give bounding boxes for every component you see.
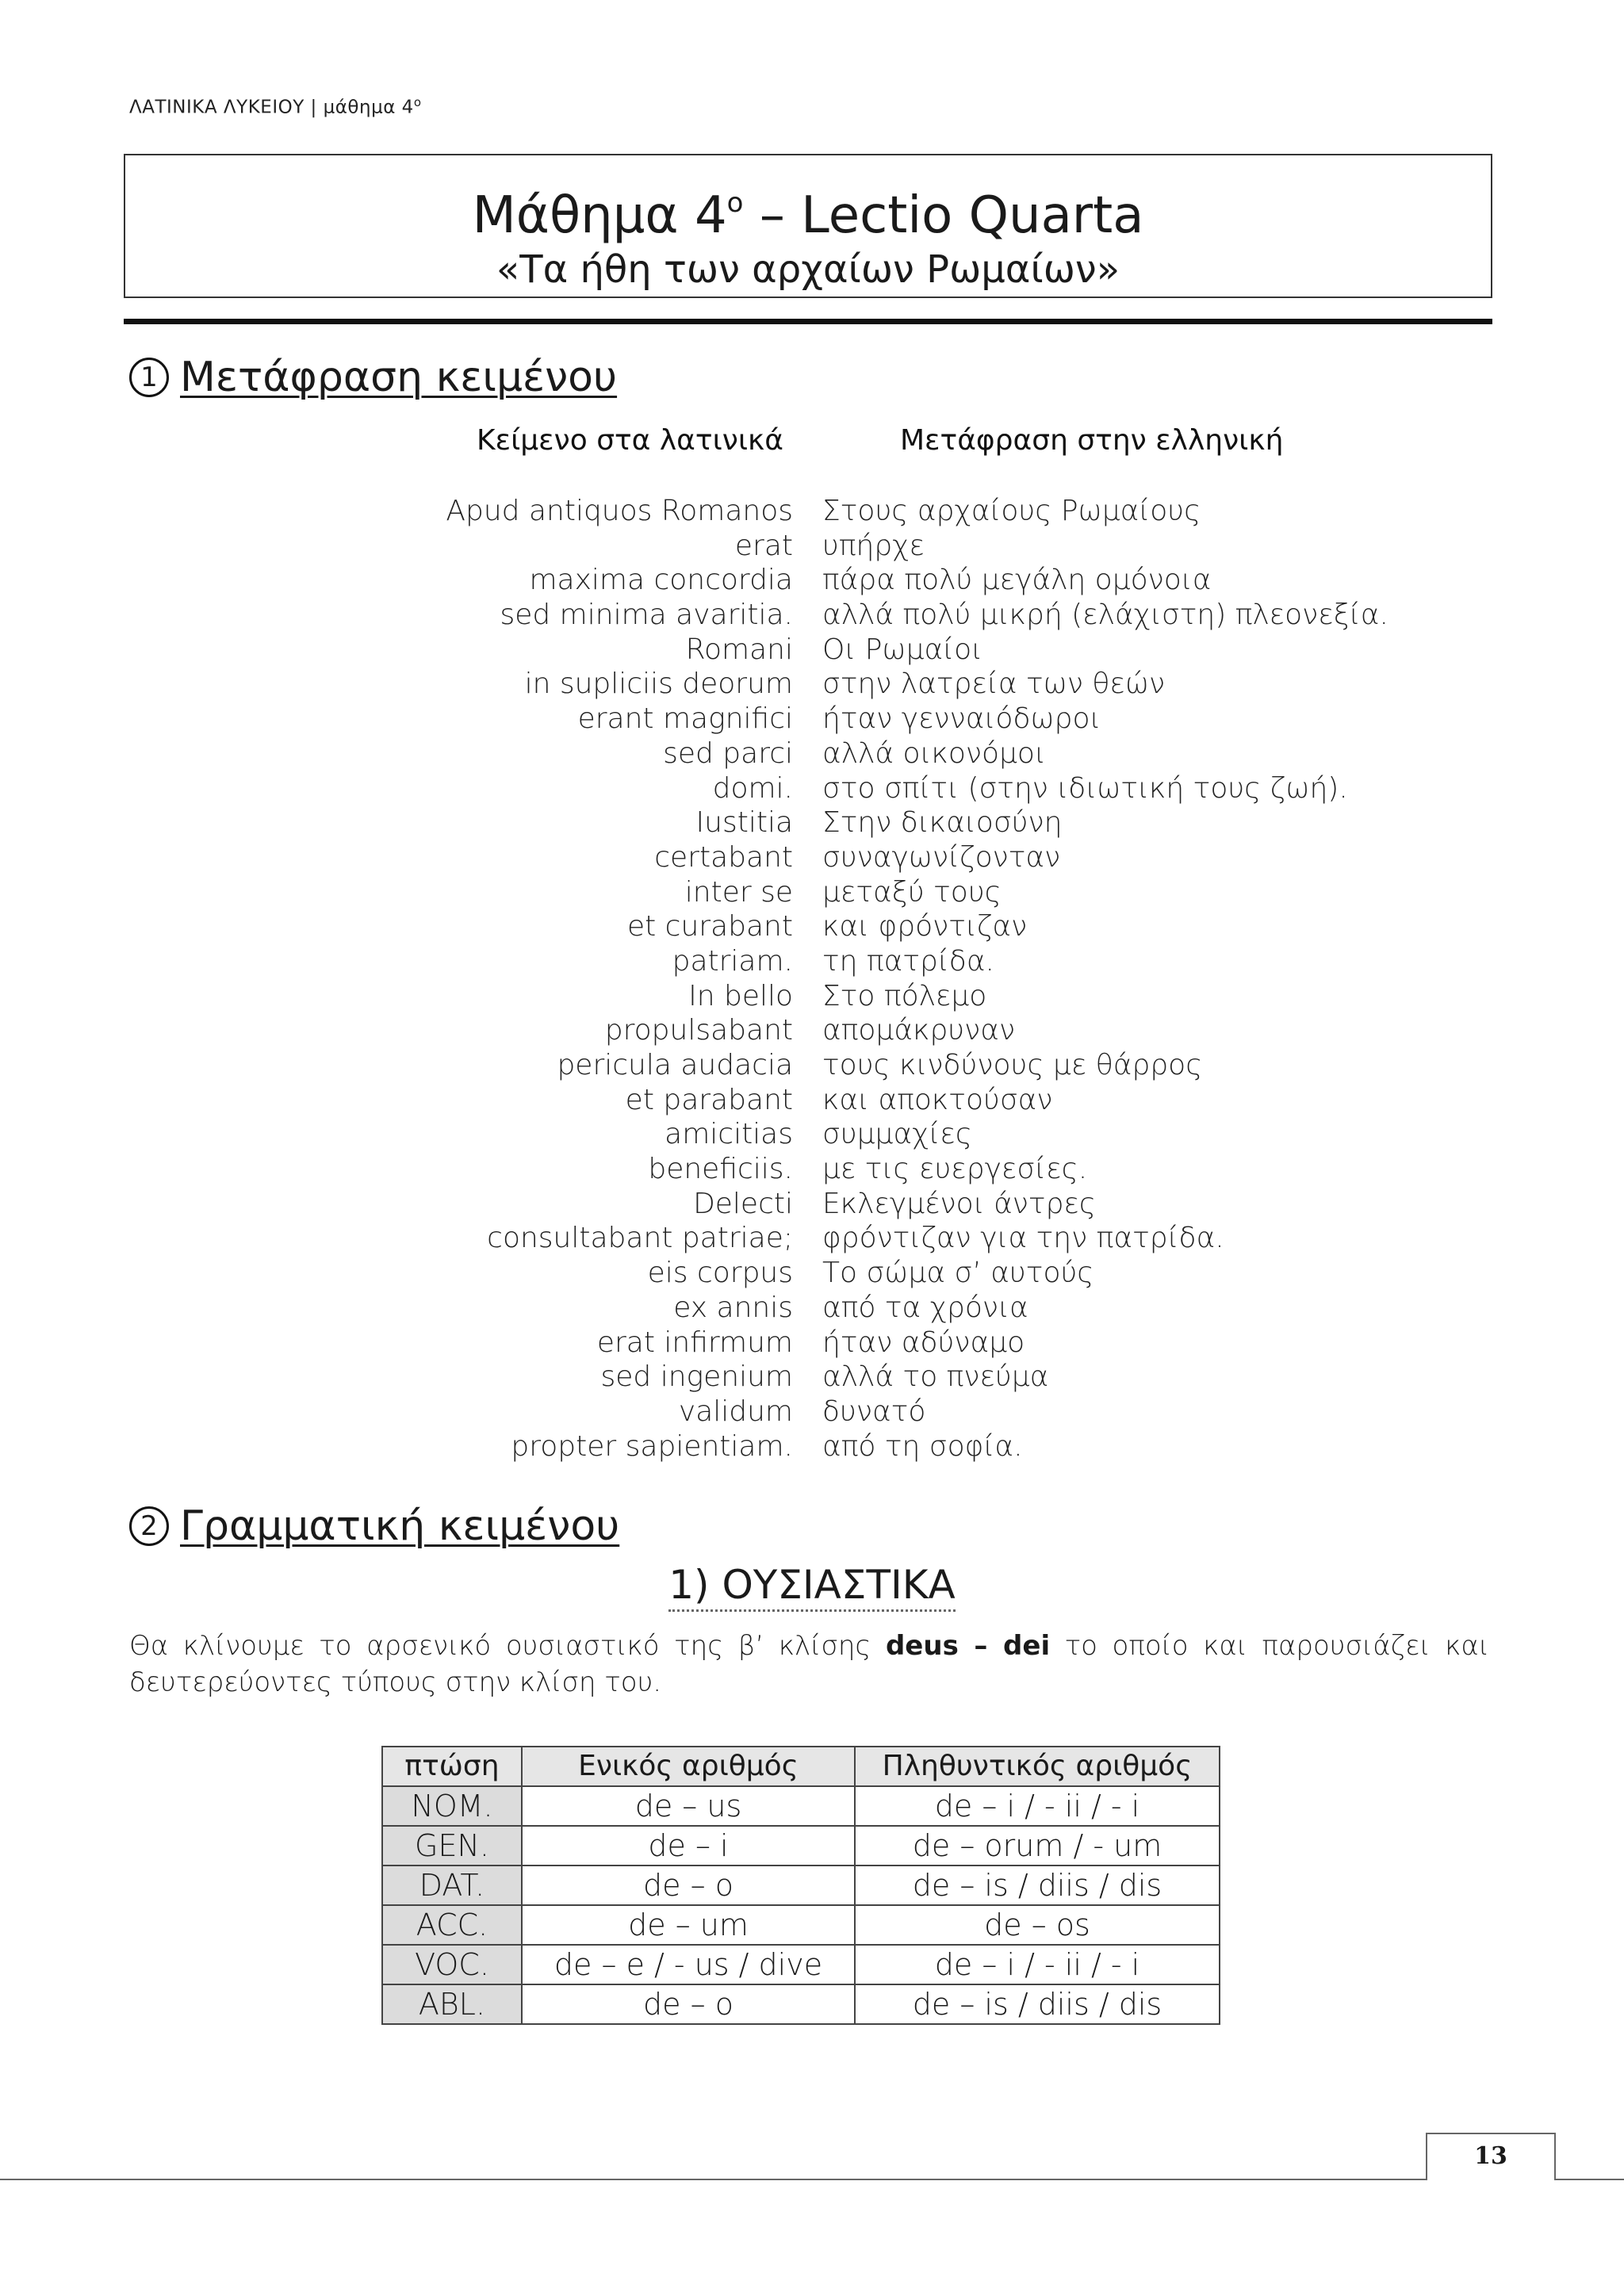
latin-phrase: inter se	[684, 875, 793, 909]
greek-translation: Στους αρχαίους Ρωμαίους	[822, 495, 1201, 527]
greek-translation: Στο πόλεμο	[822, 979, 987, 1012]
latin-phrase: sed parci	[663, 737, 793, 770]
latin-phrase: validum	[678, 1395, 793, 1428]
greek-translation: Οι Ρωμαίοι	[822, 633, 983, 666]
title-rule	[124, 319, 1492, 324]
para-text-before: Θα κλίνουμε το αρσενικό ουσιαστικό της β’ κλίσης	[129, 1630, 886, 1662]
subheading-nouns	[0, 1562, 1624, 1608]
list-item	[0, 1187, 1624, 1222]
latin-phrase: eis corpus	[647, 1257, 793, 1290]
section-number-2: 2	[129, 1506, 169, 1546]
header-case: πτώση	[382, 1747, 522, 1786]
case-cell: DAT.	[382, 1866, 522, 1905]
running-head-text: ΛΑΤΙΝΙΚΑ ΛΥΚΕΙΟΥ | μάθημα 4	[129, 97, 414, 118]
title-sup: ο	[726, 187, 744, 219]
running-head	[129, 95, 422, 118]
table-row	[382, 1786, 1220, 1826]
list-item	[0, 1429, 1624, 1464]
header-singular: Ενικός αριθμός	[522, 1747, 855, 1786]
case-cell: GEN.	[382, 1826, 522, 1866]
list-item	[0, 737, 1624, 771]
greek-translation: υπήρχε	[822, 529, 925, 562]
latin-phrase: et parabant	[625, 1083, 793, 1116]
plural-cell: de – orum / - um	[855, 1826, 1220, 1866]
plural-cell: de – is / diis / dis	[855, 1866, 1220, 1905]
list-item	[0, 702, 1624, 737]
case-cell: VOC.	[382, 1945, 522, 1984]
greek-translation: από τη σοφία.	[822, 1429, 1023, 1463]
list-item	[0, 633, 1624, 668]
greek-translation: ήταν γενναιόδωροι	[822, 702, 1101, 736]
table-row	[382, 1905, 1220, 1945]
greek-translation: Στην δικαιοσύνη	[822, 806, 1063, 840]
greek-translation: φρόντιζαν για την πατρίδα.	[822, 1222, 1224, 1255]
section-heading-translation	[129, 352, 617, 403]
plural-cell: de – i / - ii / - i	[855, 1945, 1220, 1984]
list-item	[0, 1360, 1624, 1395]
title-suffix: – Lectio Quarta	[743, 186, 1144, 245]
table-row	[382, 1826, 1220, 1866]
table-row	[382, 1866, 1220, 1905]
greek-translation: από τα χρόνια	[822, 1291, 1028, 1324]
latin-phrase: sed minima avaritia.	[500, 599, 793, 632]
greek-translation: δυνατό	[822, 1395, 926, 1428]
greek-translation: τους κινδύνους με θάρρος	[822, 1049, 1203, 1081]
greek-translation: και φρόντιζαν	[822, 910, 1028, 943]
list-item	[0, 494, 1624, 529]
para-bold-noun: deus – dei	[885, 1630, 1051, 1662]
list-item	[0, 1395, 1624, 1429]
list-item	[0, 1048, 1624, 1083]
latin-phrase: certabant	[654, 840, 793, 874]
singular-cell: de – o	[522, 1866, 855, 1905]
list-item	[0, 1152, 1624, 1187]
list-item	[0, 1083, 1624, 1118]
list-item	[0, 563, 1624, 598]
greek-translation: στην λατρεία των θεών	[822, 668, 1166, 701]
latin-phrase: patriam.	[672, 944, 793, 978]
list-item	[0, 529, 1624, 564]
latin-phrase: Iustitia	[695, 806, 793, 840]
singular-cell: de – i	[522, 1826, 855, 1866]
greek-translation: αλλά οικονόμοι	[822, 737, 1046, 770]
latin-phrase: ex annis	[673, 1291, 793, 1324]
section-number-1: 1	[129, 358, 169, 397]
plural-cell: de – is / diis / dis	[855, 1984, 1220, 2024]
latin-phrase: sed ingenium	[600, 1360, 793, 1394]
footer-rule	[0, 2179, 1624, 2180]
list-item	[0, 1117, 1624, 1152]
latin-phrase: in supliciis deorum	[524, 668, 793, 701]
table-row	[382, 1945, 1220, 1984]
greek-translation: τη πατρίδα.	[822, 944, 995, 978]
greek-translation: Το σώμα σ’ αυτούς	[822, 1257, 1094, 1290]
list-item	[0, 840, 1624, 875]
greek-translation: απομάκρυναν	[822, 1014, 1016, 1047]
list-item	[0, 1326, 1624, 1360]
greek-translation: αλλά το πνεύμα	[822, 1360, 1049, 1394]
case-cell: ABL.	[382, 1984, 522, 2024]
latin-phrase: propter sapientiam.	[511, 1429, 793, 1463]
running-head-sup: ο	[413, 95, 422, 109]
latin-phrase: erat	[734, 529, 793, 562]
column-header-latin: Κείμενο στα λατινικά	[477, 424, 783, 457]
table-row	[382, 1984, 1220, 2024]
page-number: 13	[1426, 2133, 1556, 2180]
list-item	[0, 909, 1624, 944]
latin-phrase: erant magnifici	[577, 702, 793, 736]
plural-cell: de – os	[855, 1905, 1220, 1945]
list-item	[0, 806, 1624, 840]
list-item	[0, 1256, 1624, 1291]
latin-phrase: In bello	[688, 979, 793, 1012]
latin-phrase: maxima concordia	[529, 564, 793, 597]
lesson-subtitle: «Τα ήθη των αρχαίων Ρωμαίων»	[496, 247, 1120, 292]
list-item	[0, 1221, 1624, 1256]
title-box	[124, 154, 1492, 298]
case-cell: ACC.	[382, 1905, 522, 1945]
header-plural: Πληθυντικός αριθμός	[855, 1747, 1220, 1786]
list-item	[0, 667, 1624, 702]
greek-translation: συμμαχίες	[822, 1118, 973, 1151]
singular-cell: de – um	[522, 1905, 855, 1945]
list-item	[0, 598, 1624, 633]
singular-cell: de – o	[522, 1984, 855, 2024]
greek-translation: με τις ευεργεσίες.	[822, 1153, 1088, 1186]
translation-list	[0, 494, 1624, 1464]
list-item	[0, 979, 1624, 1014]
list-item	[0, 1013, 1624, 1048]
greek-translation: ήταν αδύναμο	[822, 1326, 1025, 1359]
table-header-row	[382, 1747, 1220, 1786]
latin-phrase: amicitias	[665, 1118, 793, 1151]
case-cell: NOM.	[382, 1786, 522, 1826]
declension-table	[381, 1746, 1220, 2025]
greek-translation: στο σπίτι (στην ιδιωτική τους ζωή).	[822, 771, 1348, 805]
greek-translation: Εκλεγμένοι άντρες	[822, 1187, 1097, 1220]
title-prefix: Μάθημα 4	[472, 186, 727, 245]
list-item	[0, 771, 1624, 806]
section-title-grammar: Γραμματική κειμένου	[180, 1502, 620, 1550]
latin-phrase: erat infirmum	[596, 1326, 793, 1359]
latin-phrase: et curabant	[626, 910, 793, 943]
latin-phrase: Delecti	[693, 1187, 793, 1220]
section-heading-grammar	[129, 1501, 619, 1552]
lesson-title	[125, 171, 1491, 247]
latin-phrase: propulsabant	[604, 1014, 793, 1047]
latin-phrase: pericula audacia	[557, 1049, 793, 1081]
greek-translation: πάρα πολύ μεγάλη ομόνοια	[822, 564, 1212, 597]
list-item	[0, 944, 1624, 979]
section-title-translation: Μετάφραση κειμένου	[180, 354, 618, 401]
latin-phrase: consultabant patriae;	[487, 1222, 793, 1255]
latin-phrase: Romani	[685, 633, 793, 666]
greek-translation: αλλά πολύ μικρή (ελάχιστη) πλεονεξία.	[822, 599, 1388, 632]
plural-cell: de – i / - ii / - i	[855, 1786, 1220, 1826]
latin-phrase: domi.	[712, 771, 793, 805]
column-header-greek: Μετάφραση στην ελληνική	[900, 424, 1284, 457]
singular-cell: de – us	[522, 1786, 855, 1826]
greek-translation: μεταξύ τους	[822, 875, 1002, 909]
list-item	[0, 875, 1624, 910]
subheading-nouns-text: 1) ΟΥΣΙΑΣΤΙΚΑ	[668, 1562, 956, 1612]
para-text-after: το οποίο και παρουσιάζει και δευτερεύοντες τύπους στην κλίση του.	[129, 1630, 1490, 1698]
intro-paragraph	[129, 1628, 1489, 1701]
latin-phrase: beneficiis.	[648, 1153, 793, 1186]
list-item	[0, 1291, 1624, 1326]
singular-cell: de – e / - us / dive	[522, 1945, 855, 1984]
latin-phrase: Apud antiquos Romanos	[446, 495, 793, 527]
greek-translation: συναγωνίζονταν	[822, 840, 1061, 874]
greek-translation: και αποκτούσαν	[822, 1083, 1053, 1116]
